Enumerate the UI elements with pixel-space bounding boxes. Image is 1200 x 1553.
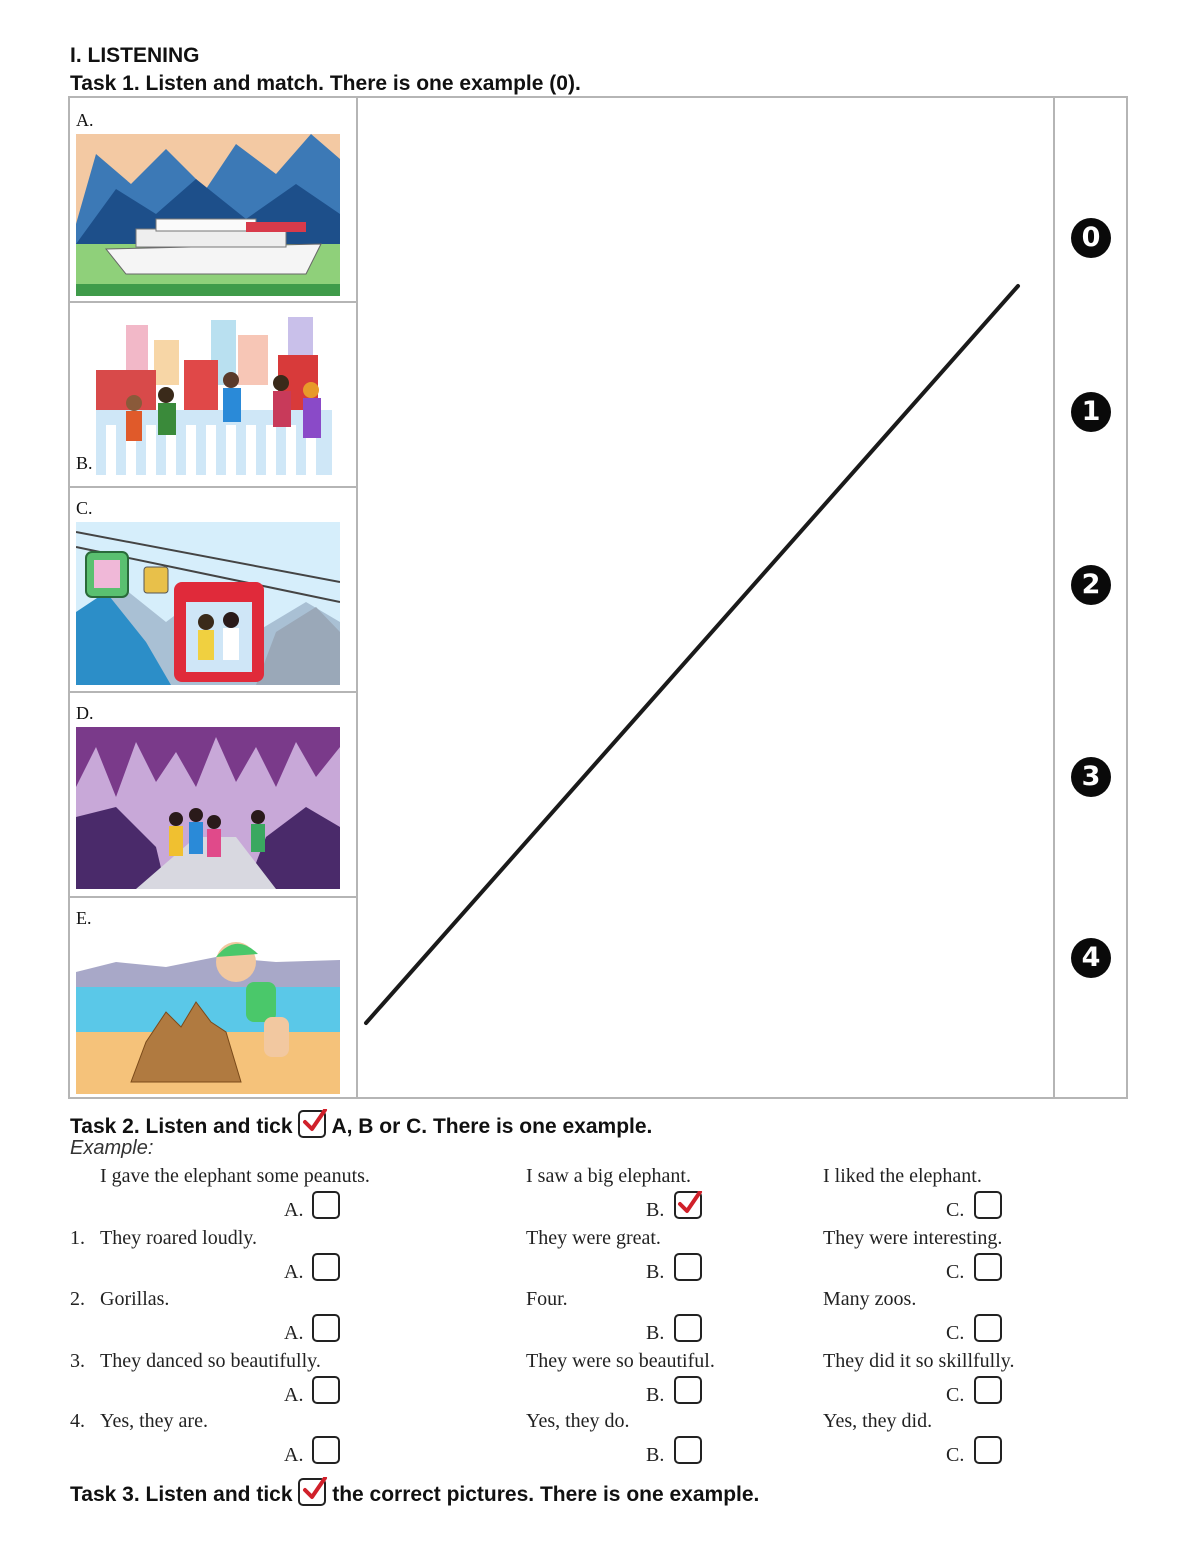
option-letter: B.: [646, 1322, 665, 1344]
option-text: I gave the elephant some peanuts.: [100, 1165, 370, 1187]
task2-title: [70, 1110, 652, 1139]
question-number: 4.: [70, 1410, 85, 1432]
column-divider: [1053, 98, 1055, 1097]
option-letter: C.: [946, 1261, 965, 1283]
option-text: They roared loudly.: [100, 1227, 257, 1249]
option-text: Four.: [526, 1288, 568, 1310]
number-3-badge: 3: [1071, 757, 1111, 797]
option-letter: A.: [284, 1261, 304, 1283]
option-letter: C.: [946, 1444, 965, 1466]
picture-cell-b: [70, 303, 356, 488]
checkbox-q3-b[interactable]: [674, 1376, 702, 1404]
tick-icon: [298, 1110, 326, 1138]
picture-label: D.: [76, 703, 94, 723]
option-text: They danced so beautifully.: [100, 1350, 321, 1372]
task3-title: [70, 1478, 759, 1507]
option-letter: C.: [946, 1199, 965, 1221]
option-letter: A.: [284, 1444, 304, 1466]
picture-label: A.: [76, 110, 94, 130]
option-text: Yes, they are.: [100, 1410, 208, 1432]
picture-label: C.: [76, 498, 93, 518]
question-number: 1.: [70, 1227, 85, 1249]
match-table: [68, 96, 1128, 1099]
number-1-badge: 1: [1071, 392, 1111, 432]
option-letter: A.: [284, 1199, 304, 1221]
checkbox-q4-c[interactable]: [974, 1436, 1002, 1464]
picture-label: B.: [76, 453, 93, 473]
checkbox-q3-c[interactable]: [974, 1376, 1002, 1404]
section-title: I. LISTENING: [70, 44, 200, 67]
option-letter: B.: [646, 1384, 665, 1406]
picture-label: E.: [76, 908, 92, 928]
checkbox-q4-a[interactable]: [312, 1436, 340, 1464]
task1-title: Task 1. Listen and match. There is one example (0).: [70, 72, 581, 95]
tick-icon: [677, 1191, 703, 1217]
option-text: Gorillas.: [100, 1288, 170, 1310]
picture-cell-a: [70, 98, 356, 303]
checkbox-q2-c[interactable]: [974, 1314, 1002, 1342]
checkbox-q4-b[interactable]: [674, 1436, 702, 1464]
task3-title-start: Task 3. Listen and tick: [70, 1483, 293, 1506]
option-letter: B.: [646, 1261, 665, 1283]
example-label: Example:: [70, 1137, 154, 1159]
city-crossing-picture: [96, 315, 332, 475]
checkbox-qexample-b[interactable]: [674, 1191, 702, 1219]
cave-picture: [76, 727, 340, 889]
picture-column: [70, 98, 358, 1097]
option-text: Yes, they did.: [823, 1410, 933, 1432]
option-text: They were so beautiful.: [526, 1350, 715, 1372]
checkbox-q1-c[interactable]: [974, 1253, 1002, 1281]
number-4-badge: 4: [1071, 938, 1111, 978]
question-number: 2.: [70, 1288, 85, 1310]
sandcastle-picture: [76, 932, 340, 1094]
picture-cell-d: [70, 693, 356, 898]
option-text: I saw a big elephant.: [526, 1165, 691, 1187]
option-text: Many zoos.: [823, 1288, 917, 1310]
picture-cell-c: [70, 488, 356, 693]
option-text: They were great.: [526, 1227, 661, 1249]
picture-cell-e: [70, 898, 356, 1097]
option-letter: B.: [646, 1199, 665, 1221]
task2-title-end: A, B or C. There is one example.: [331, 1115, 653, 1138]
checkbox-q2-a[interactable]: [312, 1314, 340, 1342]
option-letter: A.: [284, 1384, 304, 1406]
checkbox-q3-a[interactable]: [312, 1376, 340, 1404]
checkbox-qexample-c[interactable]: [974, 1191, 1002, 1219]
task3-title-end: the correct pictures. There is one example.: [332, 1483, 760, 1506]
tick-icon: [298, 1478, 326, 1506]
checkbox-qexample-a[interactable]: [312, 1191, 340, 1219]
task2-title-start: Task 2. Listen and tick: [70, 1115, 293, 1138]
option-letter: C.: [946, 1384, 965, 1406]
example-match-line: [358, 98, 1053, 1097]
number-0-badge: 0: [1071, 218, 1111, 258]
option-letter: C.: [946, 1322, 965, 1344]
question-number: 3.: [70, 1350, 85, 1372]
option-letter: A.: [284, 1322, 304, 1344]
boat-picture: [76, 134, 340, 296]
option-text: Yes, they do.: [526, 1410, 630, 1432]
option-letter: B.: [646, 1444, 665, 1466]
number-2-badge: 2: [1071, 565, 1111, 605]
option-text: They were interesting.: [823, 1227, 1003, 1249]
cable-car-picture: [76, 522, 340, 685]
checkbox-q1-b[interactable]: [674, 1253, 702, 1281]
option-text: I liked the elephant.: [823, 1165, 982, 1187]
checkbox-q2-b[interactable]: [674, 1314, 702, 1342]
option-text: They did it so skillfully.: [823, 1350, 1015, 1372]
checkbox-q1-a[interactable]: [312, 1253, 340, 1281]
